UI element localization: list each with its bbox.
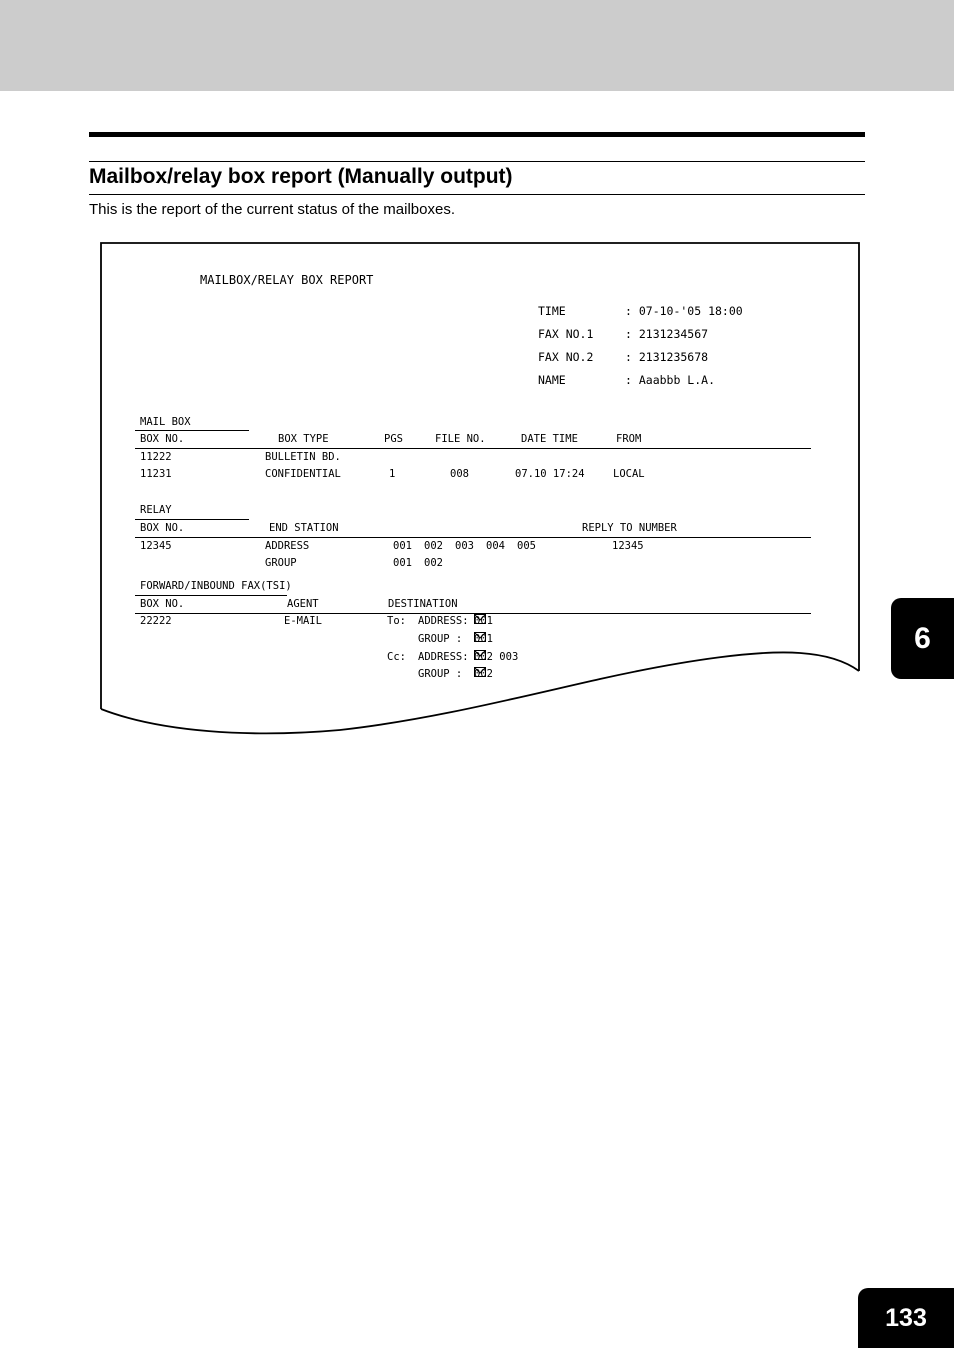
relay-row-1-number-1: 001 (393, 540, 412, 552)
info-name-label: NAME (538, 373, 566, 387)
relay-row-1-number-3: 003 (455, 540, 474, 552)
info-fax1-label: FAX NO.1 (538, 327, 594, 341)
mailbox-row-2-boxtype: CONFIDENTIAL (265, 468, 341, 480)
mailbox-row-2-boxno: 11231 (140, 468, 172, 480)
relay-row-2-number-1: 001 (393, 557, 412, 569)
forward-cc-group-list (474, 667, 493, 681)
forward-to-address-list (474, 614, 493, 628)
relay-row-2-number-2: 002 (424, 557, 443, 569)
forward-header-agent: AGENT (287, 598, 319, 610)
info-fax2-value: : 2131235678 (625, 350, 709, 364)
forward-header-destination: DESTINATION (388, 598, 458, 610)
mailbox-header-pgs: PGS (384, 433, 403, 445)
report-title: MAILBOX/RELAY BOX REPORT (200, 273, 374, 287)
relay-label-rule (135, 519, 249, 520)
mailbox-header-datetime: DATE TIME (521, 433, 578, 445)
relay-row-1-number-2: 002 (424, 540, 443, 552)
forward-to-group-label: GROUP : (418, 633, 463, 645)
forward-to-address-label: ADDRESS: (418, 615, 469, 627)
forward-boxno: 22222 (140, 615, 172, 627)
relay-row-1-number-4: 004 (486, 540, 505, 552)
forward-section-label: FORWARD/INBOUND FAX(TSI) (140, 580, 292, 592)
section-title: Mailbox/relay box report (Manually output) (89, 165, 513, 188)
relay-section-label: RELAY (140, 504, 172, 516)
forward-to-address-1: 001 (474, 615, 493, 627)
mailbox-row-1-boxtype: BULLETIN BD. (265, 451, 341, 463)
title-bottom-rule (89, 194, 865, 195)
relay-row-1-reply: 12345 (612, 540, 644, 552)
mailbox-section-label: MAIL BOX (140, 416, 191, 428)
intro-text: This is the report of the current status of the mailboxes. (89, 201, 456, 218)
info-name-value: : Aaabbb L.A. (625, 373, 716, 387)
mailbox-header-from: FROM (616, 433, 642, 445)
forward-to-group-list (474, 632, 493, 646)
title-top-rule (89, 161, 865, 162)
forward-to-group-1: 001 (474, 633, 493, 645)
relay-header-endstation: END STATION (269, 522, 339, 534)
relay-row-1-type: ADDRESS (265, 540, 310, 552)
header-band (0, 0, 954, 91)
forward-cc-address-list (474, 650, 518, 664)
report-sheet (100, 242, 862, 737)
mailbox-header-boxno: BOX NO. (140, 433, 185, 445)
relay-header-rule (135, 537, 811, 538)
forward-cc-address-1: 002 (474, 651, 493, 663)
forward-to-label: To: (387, 615, 406, 627)
info-time-value: : 07-10-'05 18:00 (625, 304, 743, 318)
mailbox-row-2-datetime: 07.10 17:24 (515, 468, 585, 480)
mailbox-header-boxtype: BOX TYPE (278, 433, 329, 445)
info-fax2-label: FAX NO.2 (538, 350, 594, 364)
mailbox-row-2-pgs: 1 (389, 468, 396, 480)
relay-header-boxno: BOX NO. (140, 522, 185, 534)
forward-cc-group-1: 002 (474, 668, 493, 680)
forward-label-rule (135, 595, 287, 596)
forward-cc-group-label: GROUP : (418, 668, 463, 680)
mailbox-row-2-fileno: 008 (450, 468, 469, 480)
chapter-tab: 6 (891, 598, 954, 679)
section-top-rule (89, 132, 865, 137)
forward-header-boxno: BOX NO. (140, 598, 185, 610)
mailbox-header-fileno: FILE NO. (435, 433, 486, 445)
relay-row-1-boxno: 12345 (140, 540, 172, 552)
page-number: 133 (858, 1288, 954, 1348)
mailbox-row-1-boxno: 11222 (140, 451, 172, 463)
mailbox-label-rule (135, 430, 249, 431)
forward-cc-address-2: 003 (499, 651, 519, 663)
relay-row-2-type: GROUP (265, 557, 297, 569)
mailbox-header-rule (135, 448, 811, 449)
forward-cc-label: Cc: (387, 651, 406, 663)
mailbox-row-2-from: LOCAL (613, 468, 645, 480)
info-time-label: TIME (538, 304, 566, 318)
forward-header-rule (135, 613, 811, 614)
info-fax1-value: : 2131234567 (625, 327, 709, 341)
forward-agent: E-MAIL (284, 615, 322, 627)
relay-row-1-number-5: 005 (517, 540, 536, 552)
relay-header-reply: REPLY TO NUMBER (582, 522, 677, 534)
forward-cc-address-label: ADDRESS: (418, 651, 469, 663)
